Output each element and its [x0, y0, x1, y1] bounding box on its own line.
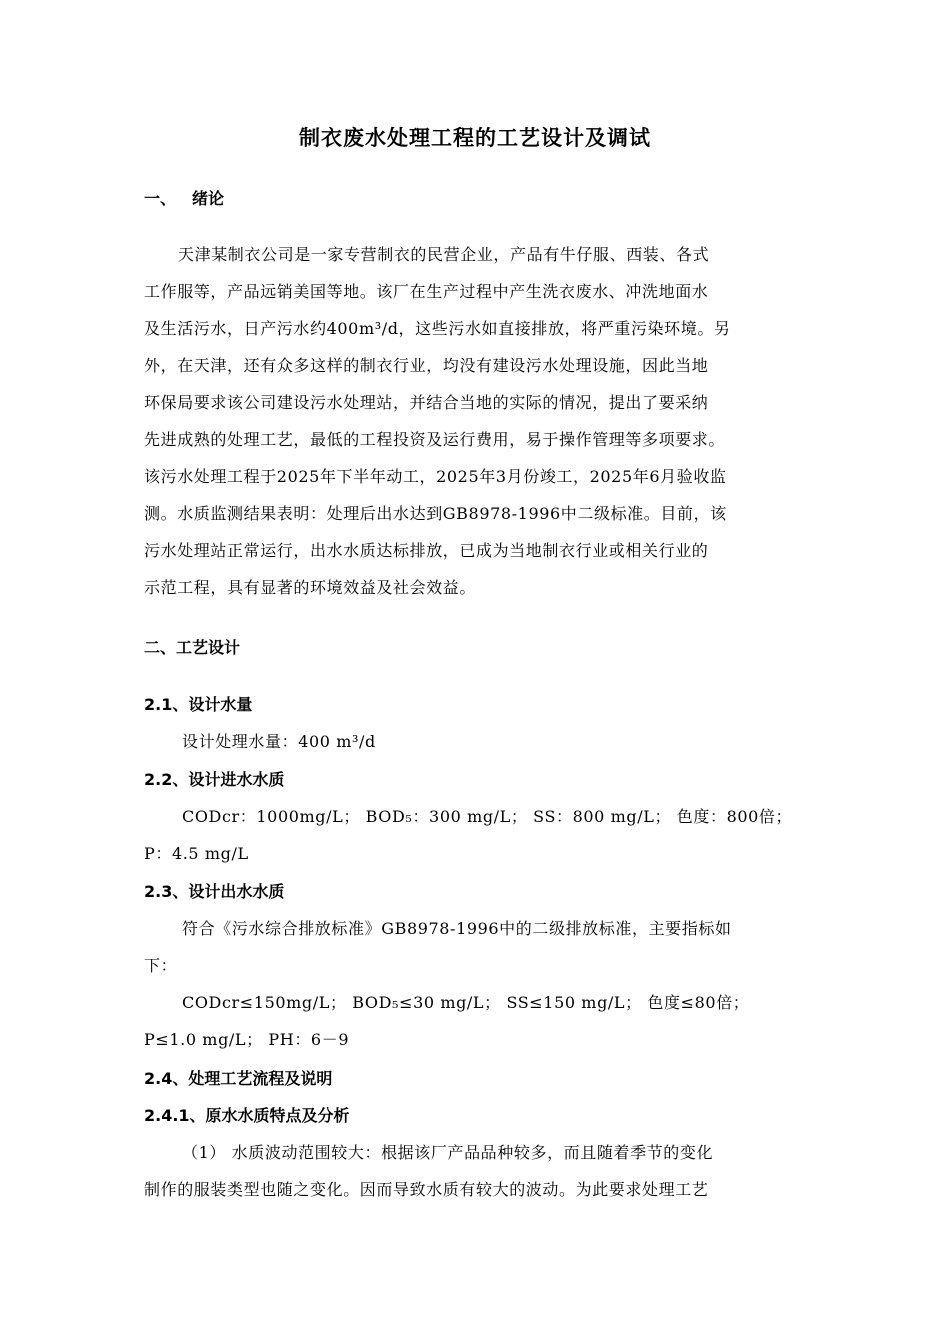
- paragraph-line: 该污水处理工程于2025年下半年动工，2025年3月份竣工，2025年6月验收监: [144, 467, 727, 486]
- document-title: 制衣废水处理工程的工艺设计及调试: [299, 126, 651, 150]
- paragraph-line: 测。水质监测结果表明：处理后出水达到GB8978-1996中二级标准。目前，该: [144, 504, 727, 523]
- subsection-heading-effluent-quality: 2.3、设计出水水质: [144, 882, 285, 901]
- subsection-heading-process-flow: 2.4、处理工艺流程及说明: [144, 1069, 333, 1088]
- subsection-heading-influent-quality: 2.2、设计进水水质: [144, 770, 285, 789]
- section-heading-process-design: 二、工艺设计: [144, 638, 241, 657]
- paragraph-line: 及生活污水，日产污水约400m³/d，这些污水如直接排放，将严重污染环境。另: [144, 319, 731, 338]
- paragraph-line: 示范工程，具有显著的环境效益及社会效益。: [144, 578, 477, 597]
- paragraph-line: 制作的服装类型也随之变化。因而导致水质有较大的波动。为此要求处理工艺: [144, 1180, 709, 1199]
- paragraph-line: CODcr≤150mg/L； BOD₅≤30 mg/L； SS≤150 mg/L； 色度≤80倍；: [182, 993, 750, 1012]
- paragraph-line: （1） 水质波动范围较大：根据该厂产品品种较多，而且随着季节的变化: [182, 1143, 714, 1162]
- paragraph-line: 工作服等，产品远销美国等地。该厂在生产过程中产生洗衣废水、冲洗地面水: [144, 282, 709, 301]
- paragraph-line: 环保局要求该公司建设污水处理站，并结合当地的实际的情况，提出了要采纳: [144, 393, 709, 412]
- section-title: 绪论: [192, 189, 225, 208]
- paragraph-line: 符合《污水综合排放标准》GB8978-1996中的二级排放标准，主要指标如: [182, 919, 732, 938]
- paragraph-line: 先进成熟的处理工艺，最低的工程投资及运行费用，易于操作管理等多项要求。: [144, 430, 726, 449]
- paragraph-line: 下：: [144, 956, 178, 975]
- subsection-heading-design-flow: 2.1、设计水量: [144, 695, 253, 714]
- paragraph-line: P：4.5 mg/L: [144, 844, 249, 863]
- paragraph-line: CODcr：1000mg/L； BOD₅：300 mg/L； SS：800 mg/L； 色度：800倍；: [182, 807, 793, 826]
- subsection-heading-raw-water-analysis: 2.4.1、原水水质特点及分析: [144, 1106, 350, 1125]
- paragraph-line: P≤1.0 mg/L； PH：6－9: [144, 1030, 350, 1049]
- section-number: 一、: [144, 189, 177, 208]
- paragraph-line: 天津某制衣公司是一家专营制衣的民营企业，产品有牛仔服、西装、各式: [178, 245, 710, 264]
- paragraph-line: 污水处理站正常运行，出水水质达标排放，已成为当地制衣行业或相关行业的: [144, 541, 709, 560]
- paragraph-line: 设计处理水量：400 m³/d: [182, 732, 376, 751]
- paragraph-line: 外，在天津，还有众多这样的制衣行业，均没有建设污水处理设施，因此当地: [144, 356, 709, 375]
- section-heading-introduction: [144, 186, 224, 209]
